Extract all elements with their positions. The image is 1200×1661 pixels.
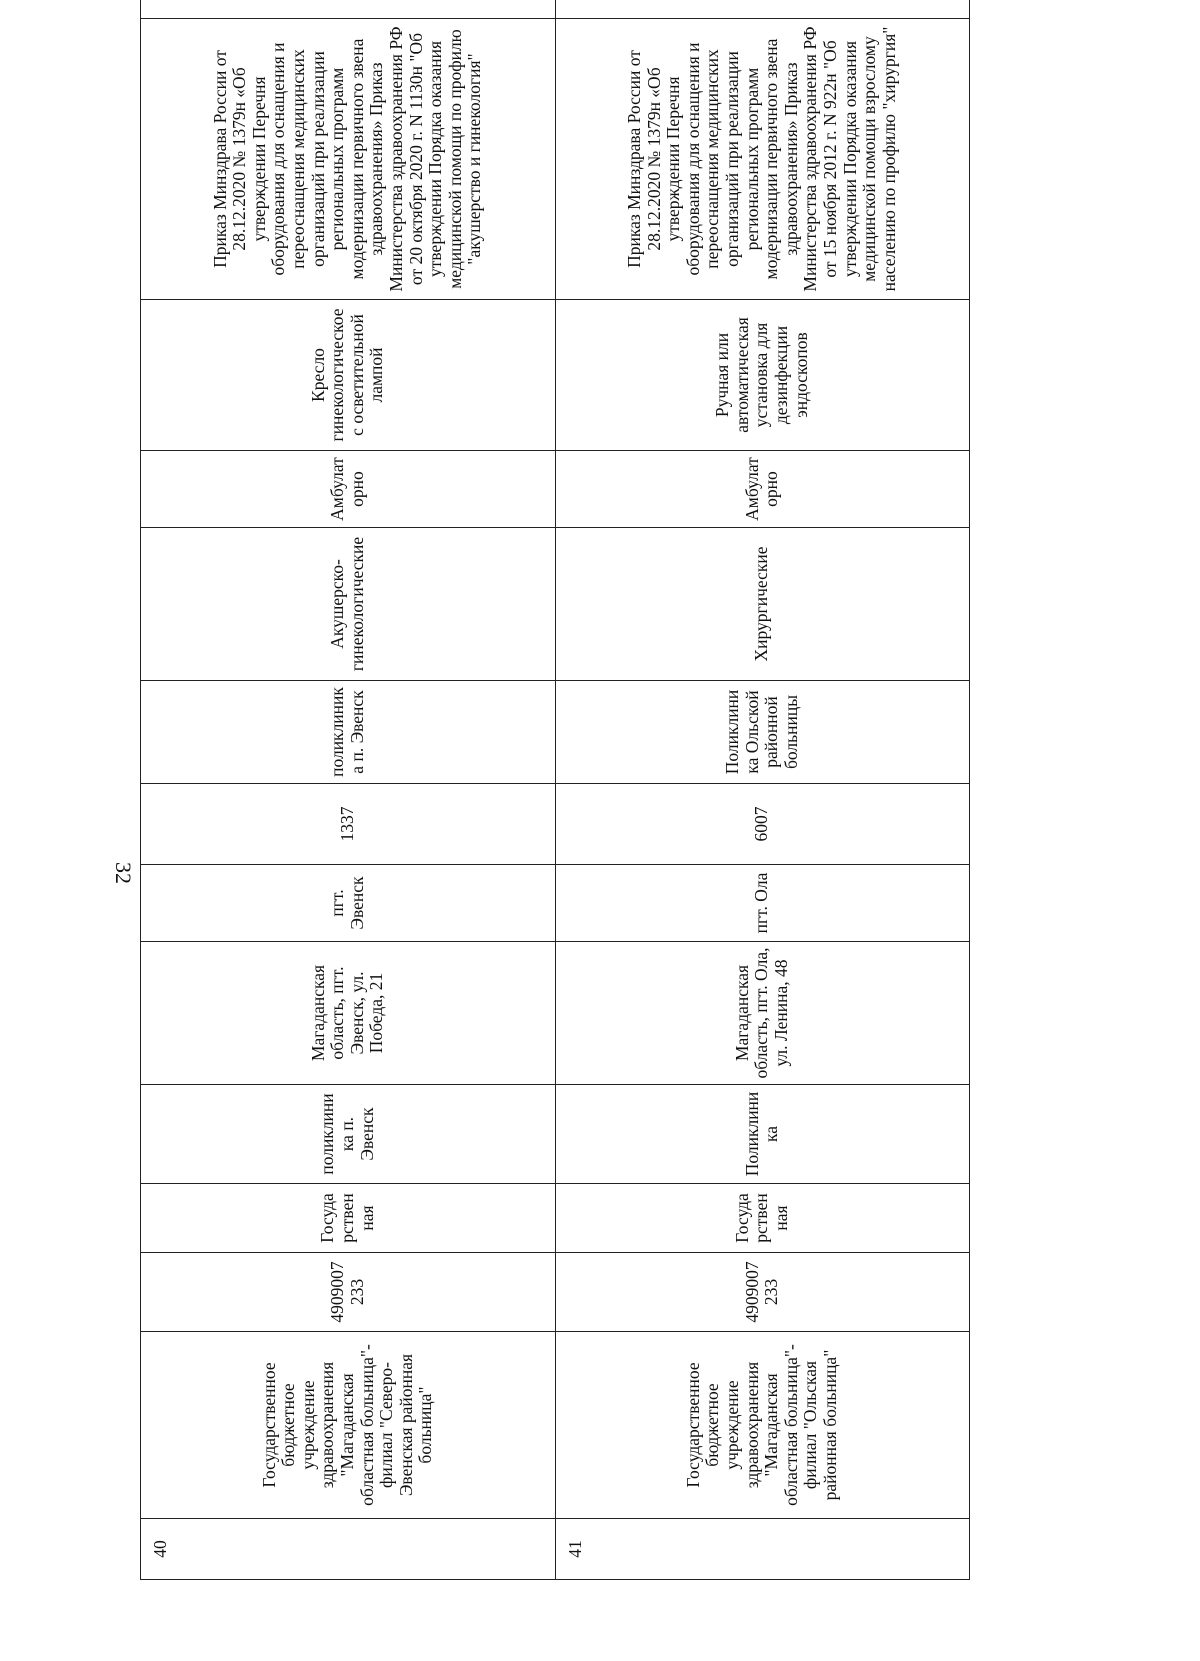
conditions-cell: Амбулаторно — [141, 451, 556, 528]
unit-cell: поликлиника п. Эвенск — [141, 681, 556, 784]
table-row — [141, 0, 556, 1580]
inn-cell: 4909007233 — [555, 1253, 970, 1332]
basis-cell: Приказ Минздрава России от 28.12.2020 № 1379н «Об утверждении Перечня оборудования для оснащения и переоснащения медицинских организаций при реализации региональных программ модернизации первичного звена здравоохранения» Приказ Министерства здравоохранения РФ от 20 октября 2020 г. N 1130н "Об утверждении Порядка оказания медицинской помощи по профилю "акушерство и гинекология" — [141, 19, 556, 300]
conditions-cell: Амбулаторно — [555, 451, 970, 528]
table-row — [555, 0, 970, 1580]
equipment-cell: Ручная или автоматическая установка для дезинфекции эндоскопов — [555, 300, 970, 451]
facility-type-cell: поликлиника п. Эвенск — [141, 1085, 556, 1184]
equipment-table — [140, 0, 970, 1580]
department-cell: Хирургические — [555, 528, 970, 681]
locality-cell: пгт. Ола — [555, 865, 970, 942]
page-number: 32 — [111, 862, 136, 884]
population-cell: 1337 — [141, 784, 556, 865]
address-cell: Магаданская область, пгт. Эвенск, ул. Победа, 21 — [141, 942, 556, 1085]
unit-cell: Поликлиника Ольской районной больницы — [555, 681, 970, 784]
row-number: 41 — [555, 1519, 970, 1580]
ownership-cell: Государственная — [555, 1184, 970, 1253]
facility-type-cell: Поликлиника — [555, 1085, 970, 1184]
department-cell: Акушерско-гинекологические — [141, 528, 556, 681]
quantity-cell — [555, 0, 970, 19]
row-number: 40 — [141, 1519, 556, 1580]
address-cell: Магаданская область, пгт. Ола, ул. Ленина, 48 — [555, 942, 970, 1085]
equipment-cell: Кресло гинекологическое с осветительной лампой — [141, 300, 556, 451]
organization-cell: Государственное бюджетное учреждение здравоохранения "Магаданская областная больница"- филиал "Северо-Эвенская районная больница" — [141, 1332, 556, 1519]
inn-cell: 4909007233 — [141, 1253, 556, 1332]
locality-cell: пгт. Эвенск — [141, 865, 556, 942]
population-cell: 6007 — [555, 784, 970, 865]
organization-cell: Государственное бюджетное учреждение здравоохранения "Магаданская областная больница"- филиал "Ольская районная больница" — [555, 1332, 970, 1519]
document-table-area — [140, 26, 970, 1580]
ownership-cell: Государственная — [141, 1184, 556, 1253]
basis-cell: Приказ Минздрава России от 28.12.2020 № 1379н «Об утверждении Перечня оборудования для оснащения и переоснащения медицинских организаций при реализации региональных программ модернизации первичного звена здравоохранения» Приказ Министерства здравоохранения РФ от 15 ноября 2012 г. N 922н "Об утверждении Порядка оказания медицинской помощи взрослому населению по профилю "хирургия" — [555, 19, 970, 300]
quantity-cell — [141, 0, 556, 19]
